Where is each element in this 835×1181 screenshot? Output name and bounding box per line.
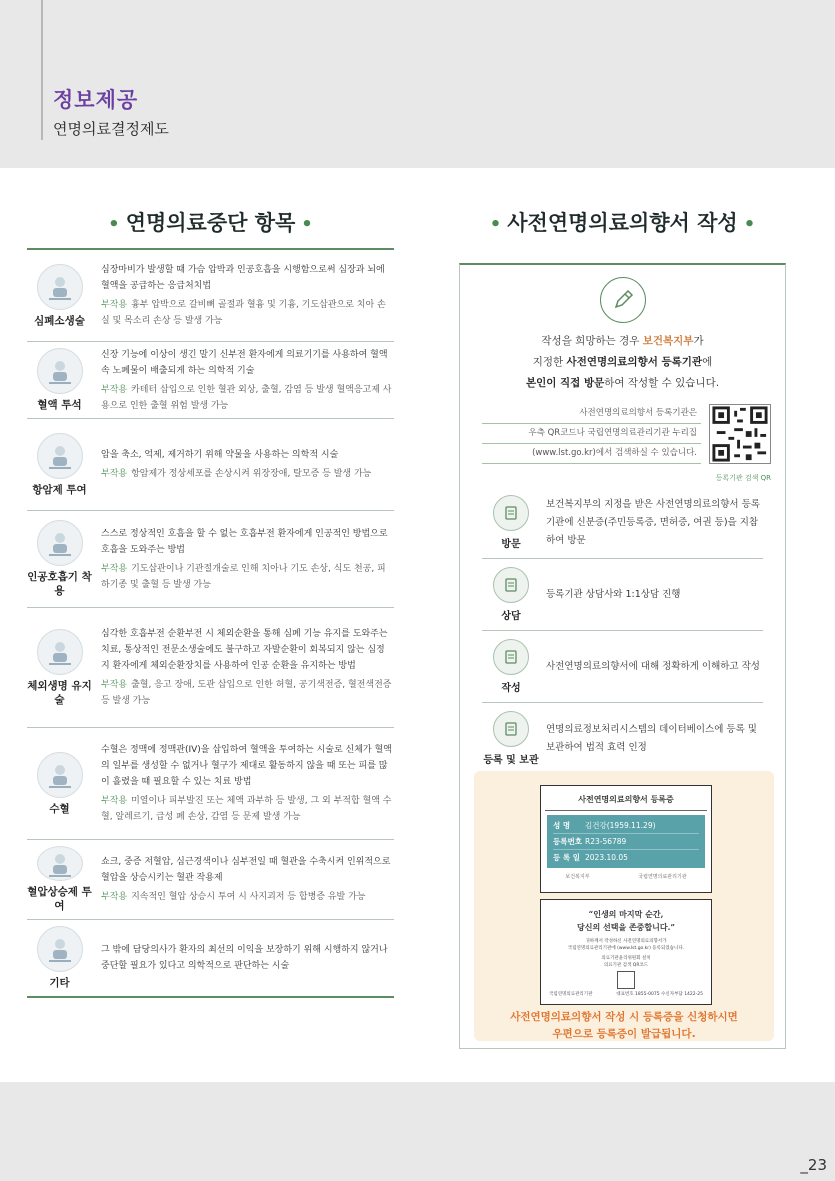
treatment-desc: 스스로 정상적인 호흡을 할 수 없는 호흡부전 환자에게 인공적인 방법으로 호흡을 도와주는 방법	[101, 528, 388, 555]
side-effect: 부작용 항암제가 정상세포를 손상시켜 위장장애, 탈모증 등 발생 가능	[101, 469, 372, 479]
treatment-name: 인공호흡기 착용	[27, 571, 92, 597]
notice-text: 사전연명의료의향서 작성 시 등록증을 신청하시면 우편으로 등록증이 발급됩니다.	[510, 1011, 738, 1040]
right-column	[459, 198, 786, 1049]
treatment-item	[27, 608, 394, 728]
step-item	[482, 559, 763, 631]
treatment-desc: 암을 축소, 억제, 제거하기 위해 약물을 사용하는 의학적 시술	[101, 450, 339, 460]
step-text: 보건복지부의 지정을 받은 사전연명의료의향서 등록기관에 신분증(주민등록증, 면허증, 여권 등)을 지참하여 방문	[546, 498, 760, 546]
steps-list	[460, 487, 785, 775]
treatment-text	[92, 728, 394, 839]
treatment-item	[27, 920, 394, 998]
database-icon	[493, 711, 529, 747]
treatment-item	[27, 840, 394, 920]
card-info	[547, 815, 705, 868]
consult-icon	[493, 567, 529, 603]
side-effect: 부작용 흉부 압박으로 갈비뼈 골절과 혈흉 및 기흉, 기도삽관으로 치아 손실 및 목소리 손상 등 발생 가능	[101, 300, 386, 326]
step-item	[482, 487, 763, 559]
step-name: 방문	[501, 539, 521, 550]
step-name: 등록 및 보관	[483, 755, 539, 766]
treatment-name: 수혈	[49, 802, 70, 815]
process-box	[459, 263, 786, 1049]
step-text: 사전연명의료의향서에 대해 정확하게 이해하고 작성	[546, 660, 760, 672]
step-name: 작성	[501, 683, 521, 694]
treatment-icon-cell	[27, 342, 92, 418]
left-column	[27, 198, 394, 998]
header-divider	[41, 0, 43, 140]
treatment-item	[27, 728, 394, 840]
section-title: 정보제공	[53, 88, 139, 112]
treatment-desc: 심각한 호흡부전 순환부전 시 체외순환을 통해 심폐 기능 유지를 도와주는 치료, 통상적인 전문소생술에도 불구하고 자발순환이 회복되지 않는 심정지 환자에게 체외순환장치를 사용하여 인공 순환을 유지하는 방법	[101, 629, 388, 671]
document-icon	[493, 639, 529, 675]
treatment-illustration-icon	[37, 264, 83, 310]
qr-row	[482, 404, 771, 483]
step-item	[482, 703, 763, 775]
treatment-illustration-icon	[37, 846, 83, 881]
treatment-icon-cell	[27, 419, 92, 510]
treatment-item	[27, 250, 394, 342]
treatment-illustration-icon	[37, 926, 83, 972]
step-name: 상담	[501, 611, 521, 622]
qr-box: 등록기관 검색 QR	[709, 404, 771, 483]
right-title: • 사전연명의료의향서 작성 •	[489, 211, 756, 235]
left-title: • 연명의료중단 항목 •	[108, 211, 313, 235]
treatment-icon-cell	[27, 840, 92, 919]
treatment-icon-cell	[27, 608, 92, 727]
treatment-illustration-icon	[37, 520, 83, 566]
registration-card-back	[540, 899, 712, 1005]
treatment-text	[92, 250, 394, 341]
card-small-text: 귀하께서 작성하신 사전연명의료의향서가 국립연명의료관리기관에 (www.lst.go.kr) 등록되었습니다. 의료기관윤리위원회 설치 의료기관 검색 QR코드	[567, 939, 685, 968]
section-subtitle: 연명의료결정제도	[53, 120, 169, 138]
step-text: 등록기관 상담사와 1:1상담 진행	[546, 588, 681, 600]
treatment-name: 항암제 투여	[32, 483, 87, 496]
step-icon-cell	[482, 495, 540, 550]
treatment-text	[92, 920, 394, 996]
treatment-text	[92, 511, 394, 607]
card-area	[474, 771, 774, 1041]
treatment-name: 혈액 투석	[37, 399, 82, 411]
treatment-desc: 심장마비가 발생할 때 가슴 압박과 인공호흡을 시행함으로써 심장과 뇌에 혈액을 공급하는 응급처치법	[101, 265, 385, 291]
side-effect: 부작용 미열이나 피부발진 또는 체액 과부하 등 발생, 그 외 부적합 혈액 수혈, 알레르기, 급성 폐 손상, 감염 등 문제 발생 가능	[101, 796, 392, 822]
side-effect: 부작용 기도삽관이나 기관절개술로 인해 치아나 기도 손상, 식도 천공, 피하기종 및 출혈 등 발생 가능	[101, 563, 386, 590]
treatment-illustration-icon	[37, 433, 83, 479]
registration-card: 사전연명의료의향서 등록증 성 명 김건강(1959.11.29) 등록번호 R23-56789 등 록 일 2023.10.05 보건복지부 국립연명의료관리기관	[540, 785, 712, 893]
treatment-item	[27, 511, 394, 608]
treatment-desc: 쇼크, 중증 저혈압, 심근경색이나 심부전일 때 혈관을 수축시켜 인위적으로 혈압을 상승시키는 혈관 작용제	[101, 857, 391, 883]
qr-code-icon[interactable]	[709, 404, 771, 464]
treatment-icon-cell	[27, 920, 92, 996]
side-effect: 부작용 카테터 삽입으로 인한 혈관 외상, 출혈, 감염 등 발생 혈액응고제 사용으로 인한 출혈 위험 발생 가능	[101, 384, 392, 411]
card-row: 등 록 일 2023.10.05	[553, 853, 628, 862]
card-row: 성 명 김건강(1959.11.29)	[553, 818, 699, 834]
card-back-footer: 국립연명의료관리기관 대표번호 1855-0075 수신자부담 1422-25	[549, 992, 703, 997]
items-list	[27, 248, 394, 998]
intro-text: 작성을 희망하는 경우 보건복지부가 지정한 사전연명의료의향서 등록기관에 본인이 직접 방문하여 작성할 수 있습니다.	[525, 335, 720, 389]
treatment-name: 혈압상승제 투여	[27, 886, 92, 912]
treatment-illustration-icon	[37, 348, 83, 394]
treatment-name: 기타	[49, 977, 70, 989]
treatment-text	[92, 342, 394, 418]
step-icon-cell	[482, 567, 540, 622]
pen-icon	[600, 277, 646, 323]
qr-text: 사전연명의료의향서 등록기관은 우측 QR코드나 국립연명의료관리기관 누리집 (www.lst.go.kr)에서 검색하실 수 있습니다.	[482, 404, 701, 464]
treatment-item	[27, 342, 394, 419]
treatment-illustration-icon	[37, 752, 83, 798]
card-row: 등록번호 R23-56789	[553, 834, 699, 850]
treatment-name: 체외생명 유지술	[27, 679, 92, 706]
treatment-desc: 그 밖에 담당의사가 환자의 최선의 이익을 보장하기 위해 시행하지 않거나 중단할 필요가 있다고 의학적으로 판단하는 시술	[101, 945, 388, 971]
page-number: _23	[800, 1156, 827, 1174]
side-effect: 부작용 지속적인 혈압 상승시 투여 시 사지괴저 등 합병증 유발 가능	[101, 892, 366, 902]
treatment-icon-cell	[27, 728, 92, 839]
treatment-illustration-icon	[37, 629, 83, 675]
step-item	[482, 631, 763, 703]
step-icon-cell	[482, 639, 540, 694]
treatment-text	[92, 419, 394, 510]
side-effect: 부작용 출혈, 응고 장애, 도관 삽입으로 인한 허혈, 공기색전증, 혈전색전증 등 발생 가능	[101, 680, 392, 706]
treatment-item	[27, 419, 394, 511]
step-text: 연명의료정보처리시스템의 데이터베이스에 등록 및 보관하여 법적 효력 인정	[546, 723, 757, 753]
card-quote: “인생의 마지막 순간, 당신의 선택을 존중합니다.”	[577, 909, 675, 932]
treatment-text	[92, 608, 394, 727]
treatment-name: 심폐소생술	[34, 314, 85, 327]
treatment-text	[92, 840, 394, 919]
treatment-desc: 수혈은 정맥에 정맥관(IV)을 삽입하여 혈액을 투여하는 시술로 신체가 혈액의 일부를 생성할 수 없거나 혈구가 제대로 활동하지 않을 때 또는 피를 많이 흘렸을 때 필요할 수 있는 치료 방법	[101, 745, 392, 787]
id-card-icon	[493, 495, 529, 531]
card-qr-icon	[617, 971, 635, 989]
treatment-icon-cell	[27, 511, 92, 607]
card-footer: 보건복지부 국립연명의료관리기관	[565, 874, 687, 880]
step-icon-cell	[482, 711, 540, 766]
treatment-icon-cell	[27, 250, 92, 341]
treatment-desc: 신장 기능에 이상이 생긴 말기 신부전 환자에게 의료기기를 사용하여 혈액 속 노폐물이 배출되게 하는 의학적 기술	[101, 349, 388, 376]
